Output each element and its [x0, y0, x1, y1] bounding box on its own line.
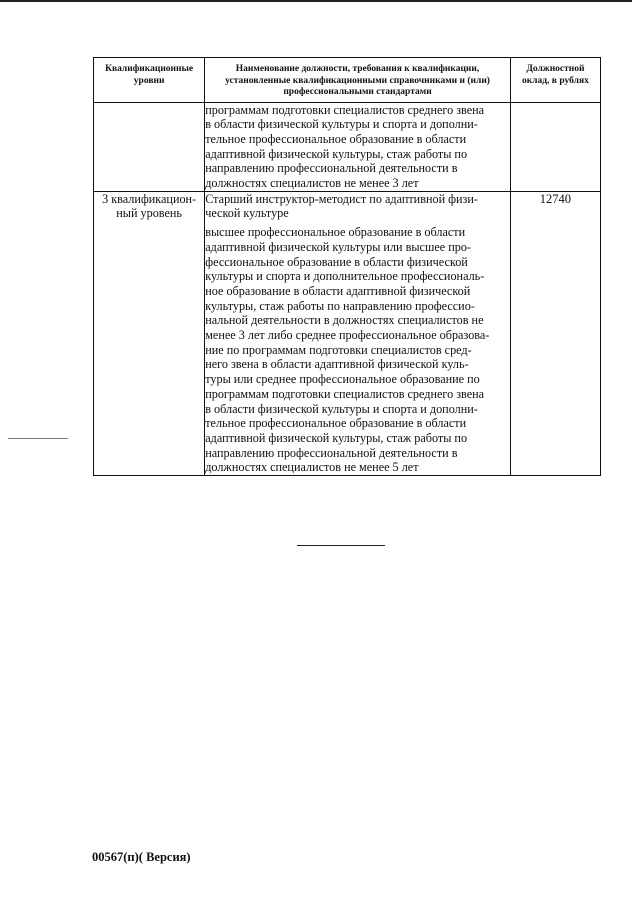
req-line: ное образование в области адаптивной физической — [205, 283, 471, 298]
header-levels: Квалификационные уровни — [94, 58, 205, 103]
req-line: нальной деятельности в должностях специалистов не — [205, 313, 484, 328]
qualification-table — [93, 57, 601, 476]
continuation-salary-cell — [510, 102, 600, 191]
req-line: в области физической культуры и спорта и дополни- — [205, 401, 478, 416]
continuation-text-cell — [205, 102, 511, 191]
text-line: в области физической культуры и спорта и дополни- — [205, 117, 478, 132]
position-title — [205, 192, 510, 221]
table-row-continuation — [94, 102, 601, 191]
title-line: Старший инструктор-методист по адаптивной физи- — [205, 191, 478, 206]
level-line: ный уровень — [116, 206, 182, 221]
req-line: менее 3 лет либо среднее профессиональное образова- — [205, 328, 490, 343]
req-line: ние по программам подготовки специалистов сред- — [205, 342, 472, 357]
level-line: 3 квалификацион- — [102, 191, 197, 206]
requirements-text — [205, 221, 510, 475]
scan-mark — [8, 438, 68, 439]
level-3-description-cell — [205, 191, 511, 475]
req-line: адаптивной физической культуры, стаж работы по — [205, 430, 468, 445]
header-positions: Наименование должности, требования к квалификации, установленные квалификационными справочниками и (или) профессиональными стандартами — [205, 58, 511, 103]
req-line: культуры и спорта и дополнительное профессиональ- — [205, 269, 485, 284]
text-line: программам подготовки специалистов среднего звена — [205, 102, 485, 117]
title-line: ческой культуре — [205, 206, 289, 221]
level-3-salary-cell: 12740 — [510, 191, 600, 475]
req-line: должностях специалистов не менее 5 лет — [205, 460, 419, 475]
header-salary: Должностной оклад, в рублях — [510, 58, 600, 103]
req-line: программам подготовки специалистов среднего звена — [205, 386, 485, 401]
table-header-row — [94, 58, 601, 103]
req-line: фессиональное образование в области физической — [205, 254, 468, 269]
level-3-cell — [94, 191, 205, 475]
page-top-border — [0, 0, 632, 2]
text-line: должностях специалистов не менее 3 лет — [205, 176, 419, 191]
continuation-level-cell — [94, 102, 205, 191]
table-row-level-3 — [94, 191, 601, 475]
separator-line — [297, 545, 385, 546]
req-line: адаптивной физической культуры или высшее про- — [205, 239, 471, 254]
req-line: высшее профессиональное образование в области — [205, 225, 466, 240]
text-line: направлению профессиональной деятельности в — [205, 161, 458, 176]
req-line: направлению профессиональной деятельности в — [205, 445, 458, 460]
text-line: адаптивной физической культуры, стаж работы по — [205, 146, 468, 161]
req-line: него звена в области адаптивной физической куль- — [205, 357, 469, 372]
req-line: туры или среднее профессиональное образование по — [205, 372, 480, 387]
text-line: тельное профессиональное образование в области — [205, 131, 467, 146]
document-code: 00567(п)( Версия) — [92, 850, 191, 864]
req-line: культуры, стаж работы по направлению профессио- — [205, 298, 475, 313]
req-line: тельное профессиональное образование в области — [205, 416, 467, 431]
